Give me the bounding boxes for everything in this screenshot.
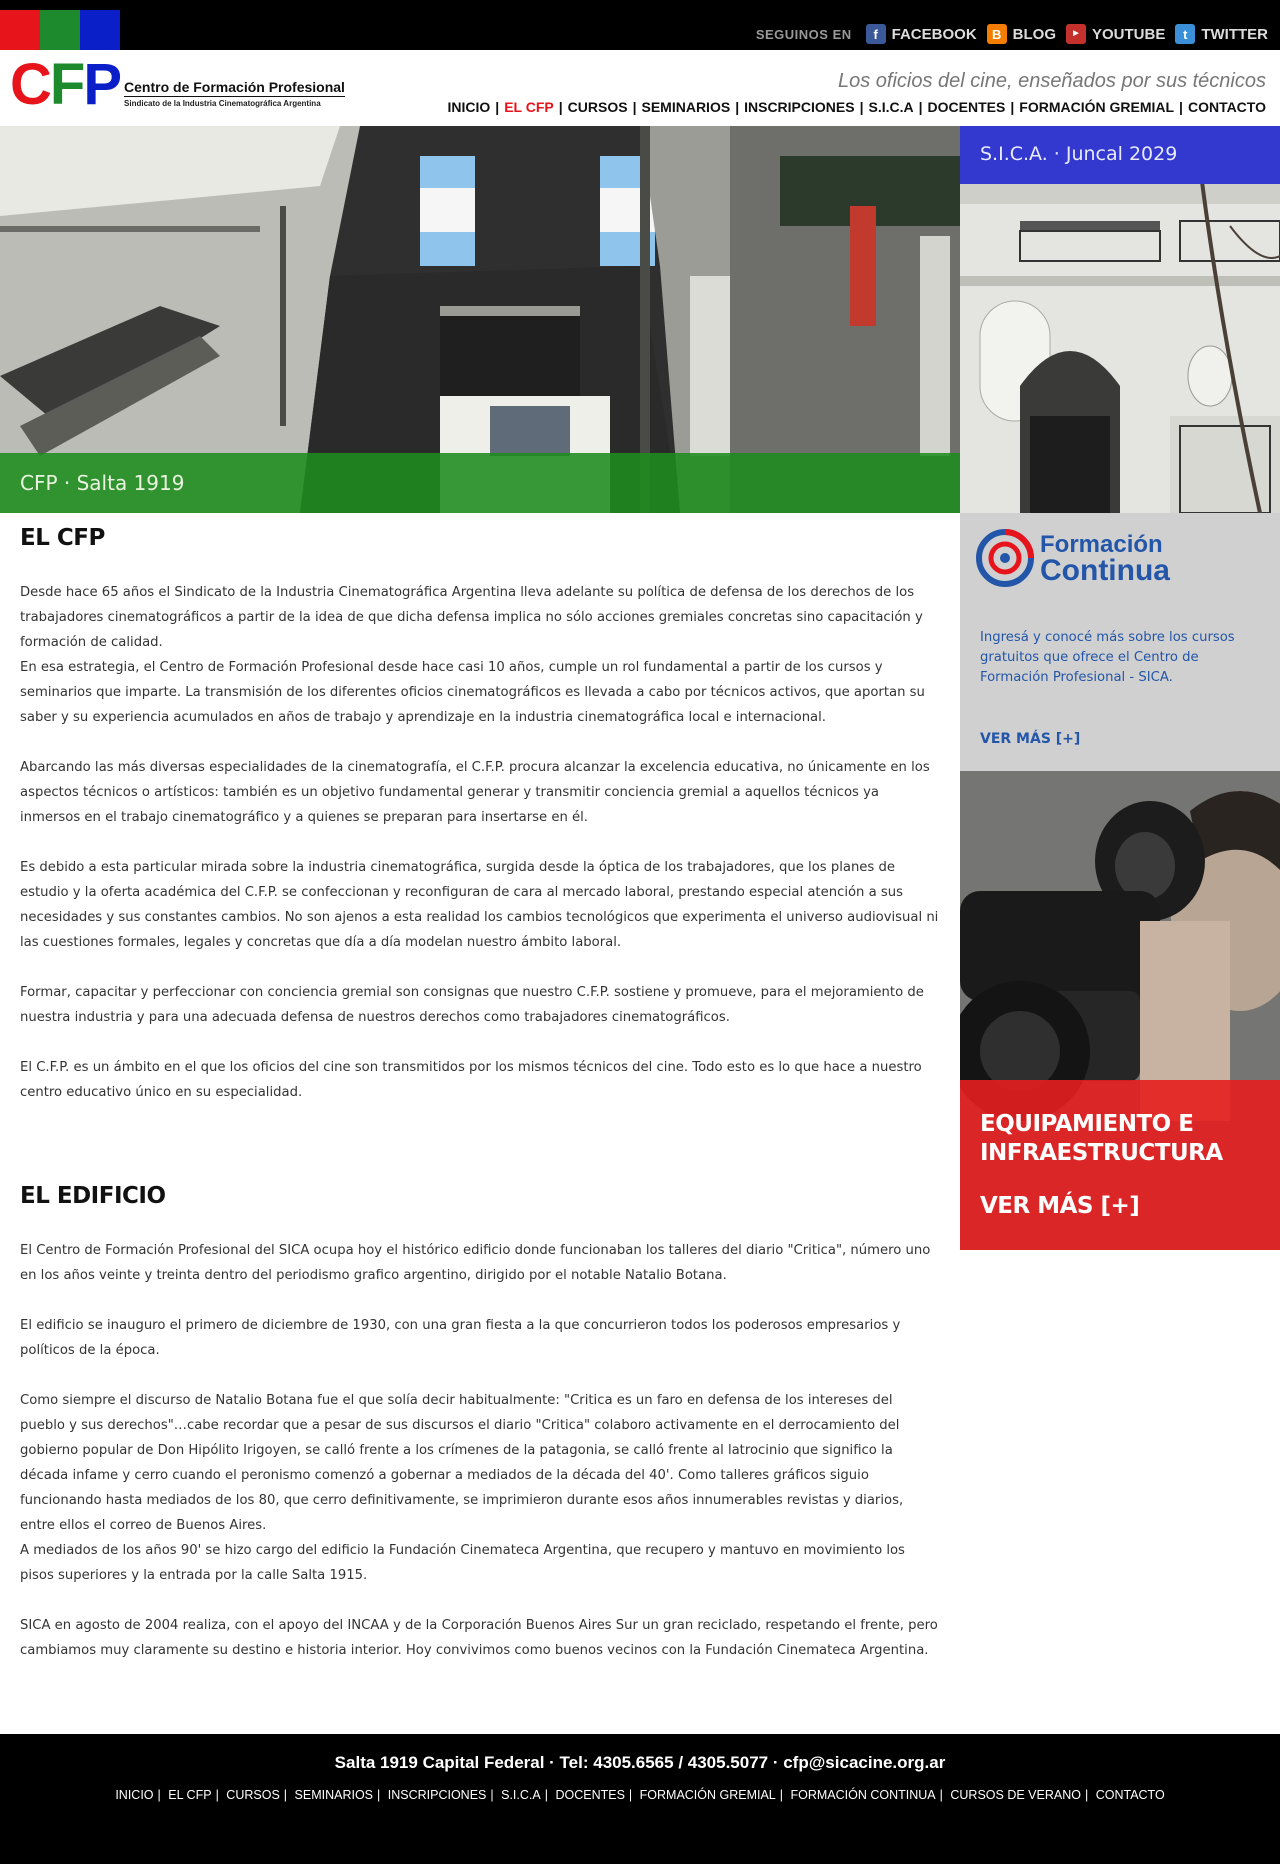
equipamiento-card[interactable] xyxy=(960,771,1280,1250)
twitter-label: TWITTER xyxy=(1201,25,1268,43)
building-facade-image xyxy=(960,126,1280,513)
facade-caption-bar xyxy=(960,126,1280,184)
paragraph: El edificio se inauguro el primero de diciembre de 1930, con una gran fiesta a la que concurrieron todos los poderosos empresarios y políticos de la época. xyxy=(20,1318,901,1358)
footer-nav-sica[interactable]: S.I.C.A xyxy=(501,1788,541,1802)
facebook-label: FACEBOOK xyxy=(891,25,977,43)
paragraph: El Centro de Formación Profesional del SICA ocupa hoy el histórico edificio donde funcionaban los talleres del diario "Critica", número uno en los años veinte y treinta dentro del periodismo grafico argentino, dirigido por el notable Natalio Botana. xyxy=(20,1243,931,1283)
tagline: Los oficios del cine, enseñados por sus técnicos xyxy=(837,70,1266,92)
footer-nav-cursos-de-verano[interactable]: CURSOS DE VERANO xyxy=(950,1788,1081,1802)
footer-contact-info: Salta 1919 Capital Federal · Tel: 4305.6565 / 4305.5077 · cfp@sicacine.org.ar xyxy=(334,1753,946,1772)
facade-caption: S.I.C.A. · Juncal 2029 xyxy=(980,143,1178,165)
footer-nav-el-cfp[interactable]: EL CFP xyxy=(168,1788,212,1802)
logo-title: Centro de Formación Profesional xyxy=(124,79,345,95)
paragraph: Abarcando las más diversas especialidades de la cinematografía, el C.F.P. procura alcanzar la excelencia educativa, no únicamente en los aspectos técnicos o artísticos: también es un objetivo fundamental generar y transmitir conciencia gremial a aquellos técnicos ya inmersos en el trabajo cinematográfico y a quienes se preparan para insertarse en él. xyxy=(20,760,930,825)
hero-caption-bar xyxy=(0,453,960,513)
logo-mark: CFP xyxy=(10,52,121,117)
nav-item-sica[interactable]: S.I.C.A xyxy=(868,99,914,115)
facade-photo[interactable] xyxy=(960,126,1280,513)
follow-label: SEGUINOS EN xyxy=(755,26,852,42)
brand-stripe-green xyxy=(40,10,80,50)
footer-nav-inscripciones[interactable]: INSCRIPCIONES xyxy=(387,1788,487,1802)
paragraph: Formar, capacitar y perfeccionar con conciencia gremial son consignas que nuestro C.F.P. sostiene y promueve, para el mejoramiento de nuestra industria y para una adecuada defensa de nuestros derechos como trabajadores cinematográficos. xyxy=(20,985,924,1025)
facebook-icon: f xyxy=(866,24,886,44)
youtube-link[interactable] xyxy=(1066,24,1165,44)
section-title-el-cfp: EL CFP xyxy=(20,525,105,551)
social-links xyxy=(756,24,1268,44)
paragraph: Desde hace 65 años el Sindicato de la Industria Cinematográfica Argentina lleva adelante su política de defensa de los derechos de los trabajadores cinematográficos a partir de la idea de que dicha defensa implica no sólo acciones gremiales concretas sino capacitación y formación de calidad. xyxy=(20,585,923,650)
youtube-label: YOUTUBE xyxy=(1092,25,1166,43)
footer-nav-formacion-continua[interactable]: FORMACIÓN CONTINUA xyxy=(790,1788,936,1802)
formacion-continua-more-link[interactable]: VER MÁS [+] xyxy=(980,731,1081,747)
hero-photo xyxy=(0,126,960,513)
brand-stripe-blue xyxy=(80,10,120,50)
paragraph: El C.F.P. es un ámbito en el que los oficios del cine son transmitidos por los mismos técnicos del cine. Todo esto es lo que hace a nuestro centro educativo único en su especialidad. xyxy=(20,1060,922,1100)
nav-item-inscripciones[interactable]: INSCRIPCIONES xyxy=(744,99,855,115)
hero-caption: CFP · Salta 1919 xyxy=(20,471,185,495)
formacion-continua-logo[interactable] xyxy=(976,529,1170,587)
nav-item-el-cfp[interactable]: EL CFP xyxy=(504,99,554,115)
nav-item-cursos[interactable]: CURSOS xyxy=(567,99,628,115)
nav-item-docentes[interactable]: DOCENTES xyxy=(927,99,1006,115)
equipamiento-more-link[interactable]: VER MÁS [+] xyxy=(980,1193,1140,1219)
paragraph: Es debido a esta particular mirada sobre la industria cinematográfica, surgida desde la óptica de los trabajadores, que los planes de estudio y la oferta académica del C.F.P. se confeccionan y reconfiguran de cara al mercado laboral, prestando especial atención a sus necesidades y sus constantes cambios. No son ajenos a esta realidad los cambios tecnológicos que experimenta el universo audiovisual ni las cuestiones formales, legales y concretas que día a día modelan nuestro ámbito laboral. xyxy=(20,860,939,950)
paragraph: SICA en agosto de 2004 realiza, con el apoyo del INCAA y de la Corporación Buenos Aires Sur un gran reciclado, respetando el frente, pero cambiamos muy claramente su destino e historia interior. Hoy convivimos como buenos vecinos con la Fundación Cinemateca Argentina. xyxy=(20,1618,938,1658)
top-bar xyxy=(0,0,1280,50)
twitter-icon: t xyxy=(1175,24,1195,44)
youtube-icon: ▶ xyxy=(1066,24,1086,44)
footer-nav-inicio[interactable]: INICIO xyxy=(115,1788,154,1802)
site-footer xyxy=(0,1734,1280,1864)
footer-nav-contacto[interactable]: CONTACTO xyxy=(1095,1788,1165,1802)
logo-line-2: Continua xyxy=(1040,554,1170,587)
nav-item-inicio[interactable]: INICIO xyxy=(447,99,491,115)
nav-item-contacto[interactable]: CONTACTO xyxy=(1187,99,1266,115)
logo-subtitle: Sindicato de la Industria Cinematográfica Argentina xyxy=(124,99,321,108)
facebook-link[interactable] xyxy=(866,24,977,44)
footer-nav-docentes[interactable]: DOCENTES xyxy=(555,1788,625,1802)
equipamiento-title: EQUIPAMIENTO E INFRAESTRUCTURA xyxy=(980,1111,1223,1166)
section-title-el-edificio: EL EDIFICIO xyxy=(20,1183,166,1209)
blogger-icon: B xyxy=(987,24,1007,44)
site-header xyxy=(0,50,1280,126)
site-logo[interactable] xyxy=(10,52,345,117)
logo-text xyxy=(124,79,345,110)
equipamiento-overlay xyxy=(960,1080,1280,1250)
formacion-continua-description: Ingresá y conocé más sobre los cursos gratuitos que ofrece el Centro de Formación Profesional - SICA. xyxy=(980,630,1235,685)
nav-item-formacion-gremial[interactable]: FORMACIÓN GREMIAL xyxy=(1019,99,1175,115)
blog-label: BLOG xyxy=(1012,25,1056,43)
main-nav: INICIO | EL CFP | CURSOS | SEMINARIOS | INSCRIPCIONES | S.I.C.A | DOCENTES | FORMACIÓN GREMIAL | CONTACTO xyxy=(447,99,1266,115)
formacion-continua-wordmark xyxy=(1040,531,1170,587)
brand-stripe-red xyxy=(0,10,40,50)
footer-nav-formacion-gremial[interactable]: FORMACIÓN GREMIAL xyxy=(639,1788,776,1802)
blog-link[interactable] xyxy=(987,24,1056,44)
target-circle-icon xyxy=(976,529,1034,587)
footer-nav-seminarios[interactable]: SEMINARIOS xyxy=(294,1788,374,1802)
logo-line-1: Formación xyxy=(1040,531,1163,558)
formacion-continua-card xyxy=(960,513,1280,771)
paragraph: Como siempre el discurso de Natalio Botana fue el que solía decir habitualmente: "Critica es un faro en defensa de los intereses del pueblo y sus derechos"…cabe recordar que a pesar de sus discursos el diario "Critica" colaboro activamente en el derrocamiento del gobierno popular de Don Hipólito Irigoyen, se calló frente a los crímenes de la patagonia, se calló frente al latrocinio que significo la década infame y cerro cuando el peronismo comenzó a gobernar a mediados de la década del 40'. Como talleres gráficos siguio funcionando hasta mediados de los 80, que cerro definitivamente, se imprimieron durante esos años innumerables revistas y diarios, entre ellos el correo de Buenos Aires. xyxy=(20,1393,904,1533)
nav-item-seminarios[interactable]: SEMINARIOS xyxy=(641,99,731,115)
paragraph: En esa estrategia, el Centro de Formación Profesional desde hace casi 10 años, cumple un rol fundamental a partir de los cursos y seminarios que imparte. La transmisión de los diferentes oficios cinematográficos es llevada a cabo por técnicos activos, que aportan su saber y su experiencia acumulados en años de trabajo y aprendizaje en la industria cinematográfica local e internacional. xyxy=(20,660,925,725)
footer-nav: INICIO | EL CFP | CURSOS | SEMINARIOS | INSCRIPCIONES | S.I.C.A | DOCENTES | FORMACIÓN GREMIAL | FORMACIÓN CONTINUA | CURSOS DE VERANO | CONTACTO xyxy=(115,1788,1165,1802)
paragraph: A mediados de los años 90' se hizo cargo del edificio la Fundación Cinemateca Argentina, que recupero y mantuvo en movimiento los pisos superiores y la entrada por la calle Salta 1915. xyxy=(20,1543,905,1583)
footer-nav-cursos[interactable]: CURSOS xyxy=(226,1788,280,1802)
twitter-link[interactable] xyxy=(1175,24,1268,44)
